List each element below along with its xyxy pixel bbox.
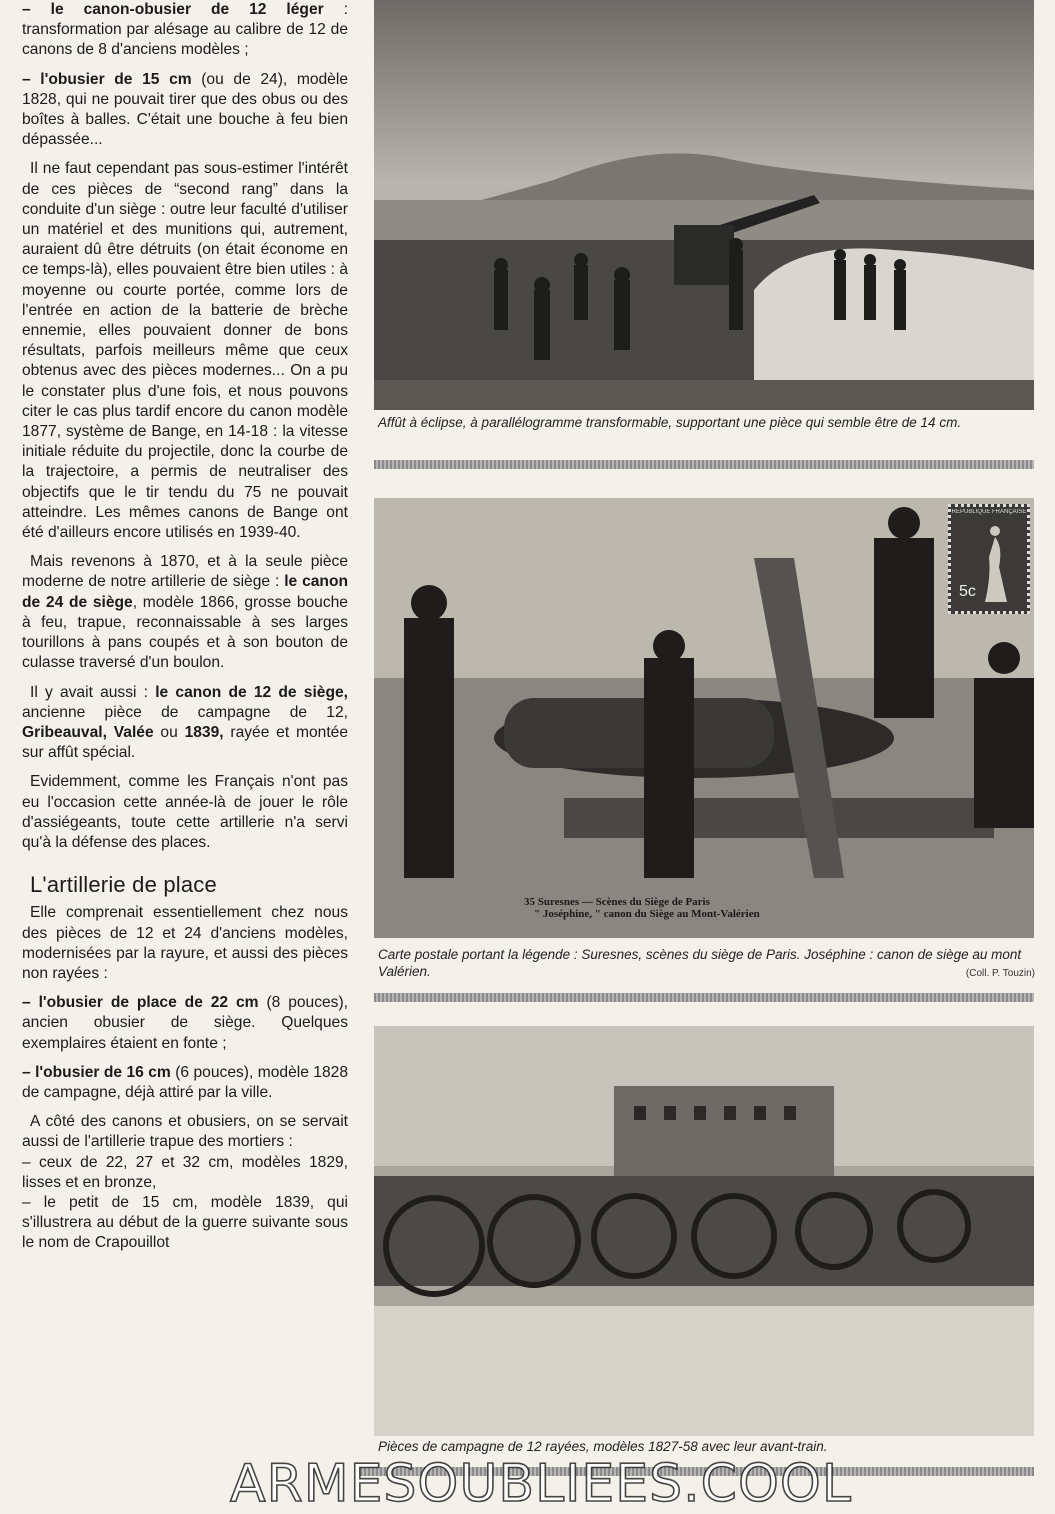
stamp-text: RÉPUBLIQUE FRANÇAISE [951,509,1027,515]
postage-stamp [948,504,1030,614]
photo-illustration [374,498,1034,938]
photo-pieces-campagne [374,1026,1034,1436]
paragraph-text: Il y avait aussi : [30,683,156,701]
photo-postcard-josephine [374,498,1034,938]
paragraph-defense: Evidemment, comme les Français n'ont pas eu l'occasion cette année-là de jouer le rôle d'assiégeants, toute cette artillerie n'a servi qu'à la défense des places. [22,773,348,851]
paragraph-artillerie-place: Elle comprenait essentiellement chez nous des pièces de 12 et 24 d'anciens modèles, modernisées par la rayure, et aussi des pièces non rayées : [22,904,348,982]
photo-illustration [374,1026,1034,1436]
paragraph-text: (8 pouces), ancien obusier de siège. Quelques exemplaires étaient en fonte ; [22,994,349,1052]
paragraph-mortiers: A côté des canons et obusiers, on se servait aussi de l'artillerie trapue des mortiers : [22,1113,348,1151]
figure-caption [378,946,1038,980]
list-item-mortier-15: – le petit de 15 cm, modèle 1839, qui s'illustrera au début de la guerre suivante sous le nom de Crapouillot [22,1193,348,1252]
bold-term: 1839, [184,723,224,741]
photo-illustration [374,0,1034,410]
figure-caption: Pièces de campagne de 12 rayées, modèles 1827-58 avec leur avant-train. [378,1439,828,1454]
paragraph-text: Mais revenons à 1870, et à la seule pièce moderne de notre artillerie de siège : [22,553,348,591]
section-heading: L'artillerie de place [30,872,217,898]
bold-term: – l'obusier de place de 22 cm [22,994,259,1012]
list-item-obusier-16 [22,1063,348,1103]
paragraph-text: ancienne pièce de campagne de 12, [22,703,348,721]
paragraph-canon-24 [22,552,348,673]
list-item-mortiers-22: – ceux de 22, 27 et 32 cm, modèles 1829, lisses et en bronze, [22,1153,348,1191]
photo-credit: (Coll. P. Touzin) [965,968,1035,979]
stamp-value: 5c [959,583,976,600]
caption-text: Carte postale portant la légende : Suresnes, scènes du siège de Paris. Joséphine : canon de siège au mont Valérien. [378,947,1022,979]
bold-term: – le canon-obusier de 12 léger [22,1,324,18]
bold-term: Gribeauval, Valée [22,723,154,741]
article-text-column [22,0,348,1263]
paragraph-text: : transformation par alésage au calibre de 12 de canons de 8 d'anciens modèles ; [22,1,348,59]
paragraph-text: (ou de 24), modèle 1828, qui ne pouvait tirer que des obus ou des boîtes à balles. C'était une bouche à feu bien dépassée... [22,70,348,149]
paragraph-second-rang: Il ne faut cependant pas sous-estimer l'intérêt de ces pièces de “second rang” dans la conduite d'un siège : outre leur faculté d'utiliser un matériel et des munitions qui, autrement, auraient dû être détruits (on était économe en ce temps-là), elles pouvaient être bien utiles : à moyenne ou courte portée, comme lors de l'entrée en action de la batterie de brèche ennemie, elles pouvaient donner de bons résultats, parfois meilleurs même que ceux obtenus avec des pièces modernes... On a pu le constater plus d'une fois, et nous pouvons citer le cas plus tardif encore du canon modèle 1877, système de Bange, en 14-18 : la vitesse initiale réduite du projectile, donc la courbe de la trajectoire, a permis de neutraliser des objectifs que le tir tendu du 75 ne pouvait atteindre. Les mêmes canons de Bange ont été d'ailleurs encore utilisés en 1939-40. [22,160,348,542]
paragraph-text: , modèle 1866, grosse bouche à feu, trapue, reconnaissable à ses larges tourillons à pans coupés et à son bouton de culasse traversé d'un boulon. [22,593,348,672]
postcard-legend-line: " Joséphine, " canon du Siège au Mont-Valérien [534,908,760,920]
sower-figure-icon [951,507,1027,611]
bold-term: – l'obusier de 16 cm [22,1063,171,1081]
paragraph-canon-12 [22,683,348,764]
figure-caption: Affût à éclipse, à parallélogramme transformable, supportant une pièce qui semble être de 14 cm. [378,415,962,430]
list-item-canon-obusier [22,0,348,61]
paragraph-text: ou [153,723,185,741]
postcard-legend [524,896,760,920]
bold-term: le canon de 12 de siège, [155,683,348,701]
bold-term: le canon de 24 de siège [22,573,348,611]
bold-term: – l'obusier de 15 cm [22,70,192,88]
paragraph-text: rayée et montée sur affût spécial. [22,723,348,762]
list-item-obusier-15 [22,70,348,151]
divider-rule [374,460,1034,469]
watermark: ARMESOUBLIEES.COOL [230,1454,852,1514]
paragraph-text: (6 pouces), modèle 1828 de campagne, déjà attiré par la ville. [22,1063,348,1101]
postcard-legend-line: 35 Suresnes — Scènes du Siège de Paris [524,896,710,908]
divider-rule [374,993,1034,1002]
list-item-obusier-22 [22,993,348,1054]
photo-affut-eclipse [374,0,1034,410]
